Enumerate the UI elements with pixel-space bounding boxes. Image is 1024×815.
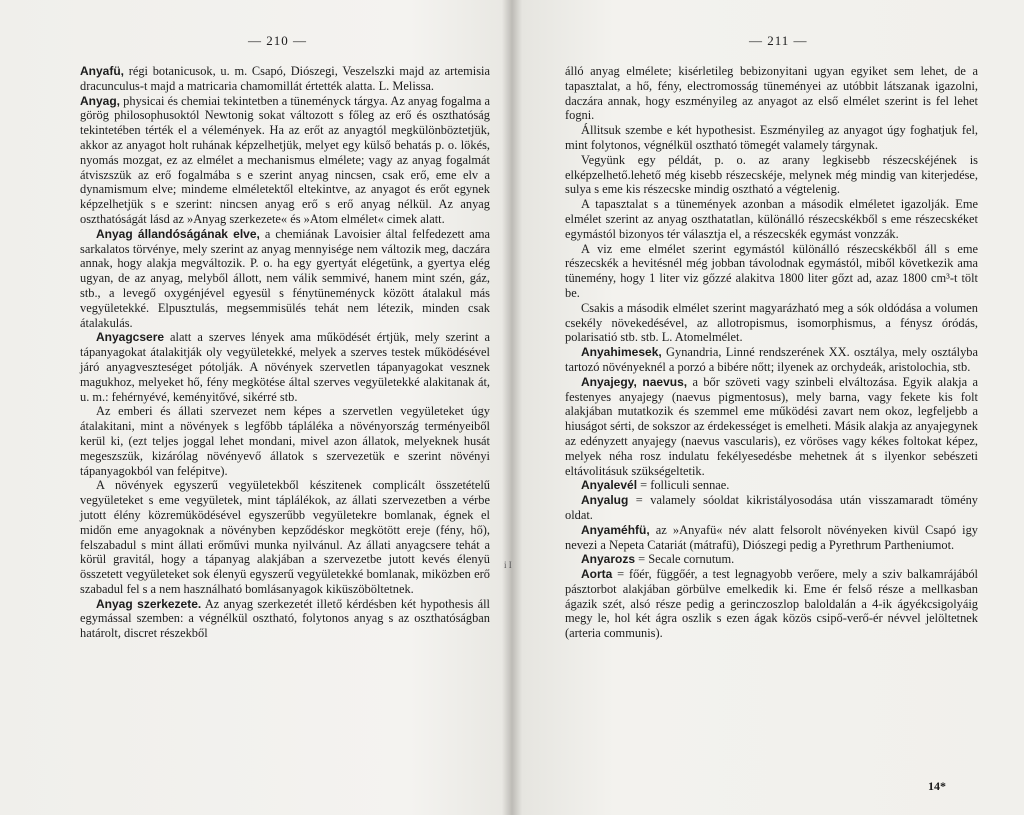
- entry-anyalevel: [565, 478, 978, 493]
- entry-text: Gynandria, Linné rendszerének XX. osztálya, mely osztályba tartozó növényeknél a porzó a bibére nőtt; ilyenek az orchydeák, aristolochia, stb.: [565, 345, 978, 374]
- right-page: [512, 0, 1024, 815]
- right-column: [565, 64, 978, 641]
- entry-text: A tapasztalat s a tünemények azonban a második elméletet igazolják. Eme elmélet szerint az anyag oszthatatlan, különálló részecskékből s eme részecskéket egymástól bizonyos tér választja el, a részecskék egymást vonzzák.: [565, 197, 978, 241]
- entry-text: = valamely sóoldat kikristályosodása után visszamaradt tömény oldat.: [565, 493, 978, 522]
- entry-text: Az anyag szerkezetét illető kérdésben két hypothesis áll egymással szemben: a végnélkül osztható, folytonos anyag s az oszthatóságban határolt, discret részekből: [80, 596, 490, 641]
- entry-anyarozs: [565, 552, 978, 567]
- entry-anyagcsere: [80, 330, 490, 404]
- headword: Anyag állandóságának elve,: [96, 226, 260, 241]
- entry-text: = folliculi sennae.: [637, 478, 730, 493]
- entry-aorta: [565, 567, 978, 641]
- page-number-right: — 211 —: [749, 33, 808, 48]
- paragraph: [80, 478, 490, 596]
- paragraph: [565, 242, 978, 301]
- entry-anyalug: [565, 493, 978, 523]
- entry-text: Vegyünk egy példát, p. o. az arany legkisebb részecskéjének is elképzelhető.lehető még kisebb részecskéje, melynek még mindig van kiterjedése, sulya s eme kis részecske mindig osztható a végtelenig.: [565, 152, 978, 197]
- headword: Anyalug: [581, 493, 629, 508]
- entry-anyag: [80, 94, 490, 227]
- entry-text: = Secale cornutum.: [635, 552, 735, 567]
- entry-text: A viz eme elmélet szerint egymástól különálló részecskékből áll s eme részecskék a hevitésnél még jobban távolodnak egymástól, miből következik ama tünemény, hogy 1 liter viz gőzzé alakitva 1800 liter gőzt ad, azaz 1800 cm³-t tölt be.: [565, 241, 978, 300]
- paragraph: [80, 404, 490, 478]
- headword: Anyalevél: [581, 478, 638, 493]
- headword: Anyajegy, naevus,: [581, 374, 688, 389]
- entry-text: az »Anyafü« név alatt felsorolt növényeken kivül Csapó igy nevezi a Nepeta Catariát (mátrafü), Diószegi pedig a Pyrethrum Partheniumot.: [565, 522, 978, 552]
- entry-text: a chemiának Lavoisier által felfedezett ama sarkalatos törvénye, mely szerint az anyag mennyisége nem változik meg, daczára annak, hogy alakja megváltozik. P. o. ha egy gyertyát elégetünk, a gyertya elég ugyan, de az anyag, melyből állott, nem válik semmivé, hanem mint szén, gáz, stb., a levegő oxygénjével egyesül s fénytüneményck között átalakul más vegyületekké. Elpusztulás, megsemmisülés tehát nem létezik, minden csak átalakulás.: [80, 226, 490, 330]
- headword: Anyag,: [80, 93, 121, 108]
- left-column: [80, 64, 490, 641]
- headword: Anyag szerkezete.: [96, 596, 202, 611]
- headword: Anyahimesek,: [581, 345, 662, 360]
- entry-text: régi botanicusok, u. m. Csapó, Diószegi, Veszelszki majd az artemisia dracunculus-t majd a matricaria chamomillát értették alatta. L. Melissa.: [80, 64, 490, 93]
- signature-mark: 14*: [928, 779, 946, 793]
- entry-anyag-szerkezete: [80, 597, 490, 641]
- entry-text: a bőr szöveti vagy szinbeli elváltozása. Egyik alakja a festenyes anyajegy (naevus pigmentosus), mely barna, vagy fekete kis folt alakjában mutatkozik és szemmel eme működési zavart nem okoz, legfeljebb a hiuságot sérti, de sokszor az érdekességet is emelheti. Másik alakja az anyajegynek az edényzett anyajegy (naevus vascularis), ez vöröses vagy kékes foltokat képez, melyek néha rosz indulatu fekélyesedésbe mehetnek át s ilyenkor sebészeti eltávolitásuk szükségeltetik.: [565, 374, 978, 478]
- entry-anyahimesek: [565, 345, 978, 375]
- entry-text: A növények egyszerű vegyületekből készitenek complicált összetételű vegyületeket s eme vegyületek, mint táplálékok, az állati szervezetben a vérbe jutott élény közremüködésével egyszerűbb vegyületekre bomlanak, égnek el midőn eme anyagoknak a növényben kepződéskor megkötött ereje (fény, hő), felszabadul s mint állati erőművi munka nyilvánul. Az állati anyagcsere tehát a körül gravitál, hogy a tápanyag alakjában a szervezetbe jutott kevés élenyü összetett vegyületeket sok élenyü egyszerű vegyületekké bomlanak, miközben erő szabadul fel s a nem használható bomlásanyagok kiküszöböltetnek.: [80, 478, 490, 596]
- entry-anyamehfu: [565, 523, 978, 553]
- headword: Anyaméhfü,: [581, 522, 650, 537]
- entry-text: Csakis a második elmélet szerint magyarázható meg a sók oldódása a volumen csekély növekedésével, az allotropismus, isomorphismus, a fénysz óródás, polarisatió stb. stb. L. Atomelmélet.: [565, 300, 978, 345]
- entry-text: alatt a szerves lények ama működését értjük, mely szerint a tápanyagokat átalakitják oly vegyületekké, melyek a szerves testek működésével járó anyagveszteséget pótolják. A növények szervetlen tápanyagokat vesznek magukhoz, melyeket hő, fény megkötése által szerves vegyületekké alakitanak át, u. m.: fehérnyévé, keményitővé, sikérré stb.: [80, 330, 490, 404]
- entry-anyag-allandosaga: [80, 227, 490, 331]
- entry-text: physicai és chemiai tekintetben a tüneményck tárgya. Az anyag fogalma a görög philosophusoktól Newtonig sokat változott s főleg az erő és oszthatóság tekintetében térték el a vélemények. Ha az erőt az anyagtól megkülönböztetjük, akkor az anyagot holt ruhának képzelhetjük, melyet egy külső behatás p. o. lökés, nyomás mozgat, ez az elmélet a mechanismus elmélete; vagy az anyag fogalmát átviszszük az erő fogalmába s e szerint anyag nincsen, csak erő, eme elv a dynamismum elve; mindeme elméletektől eltekintve, az anyagot és erőt egynek képzelhetjük s e szerint: nincsen anyag erő s erő anyag nélkül. Az anyag oszthatóságát lásd az »Anyag szerkezete« és »Atom elmélet« cimek alatt.: [80, 93, 490, 226]
- headword: Anyagcsere: [96, 330, 165, 345]
- page-number-left: — 210 —: [248, 33, 307, 48]
- gutter-marks: i I: [504, 560, 512, 570]
- headword: Anyarozs: [581, 552, 636, 567]
- headword: Anyafü,: [80, 64, 125, 78]
- paragraph: [565, 64, 978, 123]
- entry-text: Az emberi és állati szervezet nem képes a szervetlen vegyületeket úgy átalakitani, mint a növények s legfőbb tápláléka a növényország terményeiből kerül ki, (ezt teljes joggal lehet mondani, mivel azon állatok, melyeknek husát megeszszük, kizárólag növényevő állatok s szervezetük e szerint növényi tápanyagokból van felépitve).: [80, 404, 490, 478]
- entry-text: = főér, függőér, a test legnagyobb verőere, mely a sziv balkamrájából pásztorbot alakjában görbülve emelkedik ki. Eme ér felső része a mellkasban ágazik szét, alsó része pedig a gerinczoszlop baloldalán a 4-ik ágyékcsigolyáig megy le, hol két ágra oszlik s ezen ágak közös csipő-verő-ér névvel jelöltetnek (arteria communis).: [565, 567, 978, 641]
- entry-anyafu: [80, 64, 490, 94]
- entry-anyajegy: [565, 375, 978, 479]
- entry-text: álló anyag elmélete; kisérletileg bebizonyitani ugyan egyiket sem lehet, de a tapasztalat, a hő, fény, electromosság tüneményei az utóbbit látszanak igazolni, daczára annak, hogy eszményileg az anyagot az első elmélet szerint is fel lehet fogni.: [565, 64, 978, 123]
- paragraph: [565, 123, 978, 153]
- entry-text: Állitsuk szembe e két hypothesist. Eszményileg az anyagot úgy foghatjuk fel, mint folytonos, végnélkül osztható tömegét valamely tárgynak.: [565, 123, 978, 152]
- paragraph: [565, 197, 978, 241]
- paragraph: [565, 301, 978, 345]
- headword: Aorta: [581, 567, 613, 582]
- paragraph: [565, 153, 978, 197]
